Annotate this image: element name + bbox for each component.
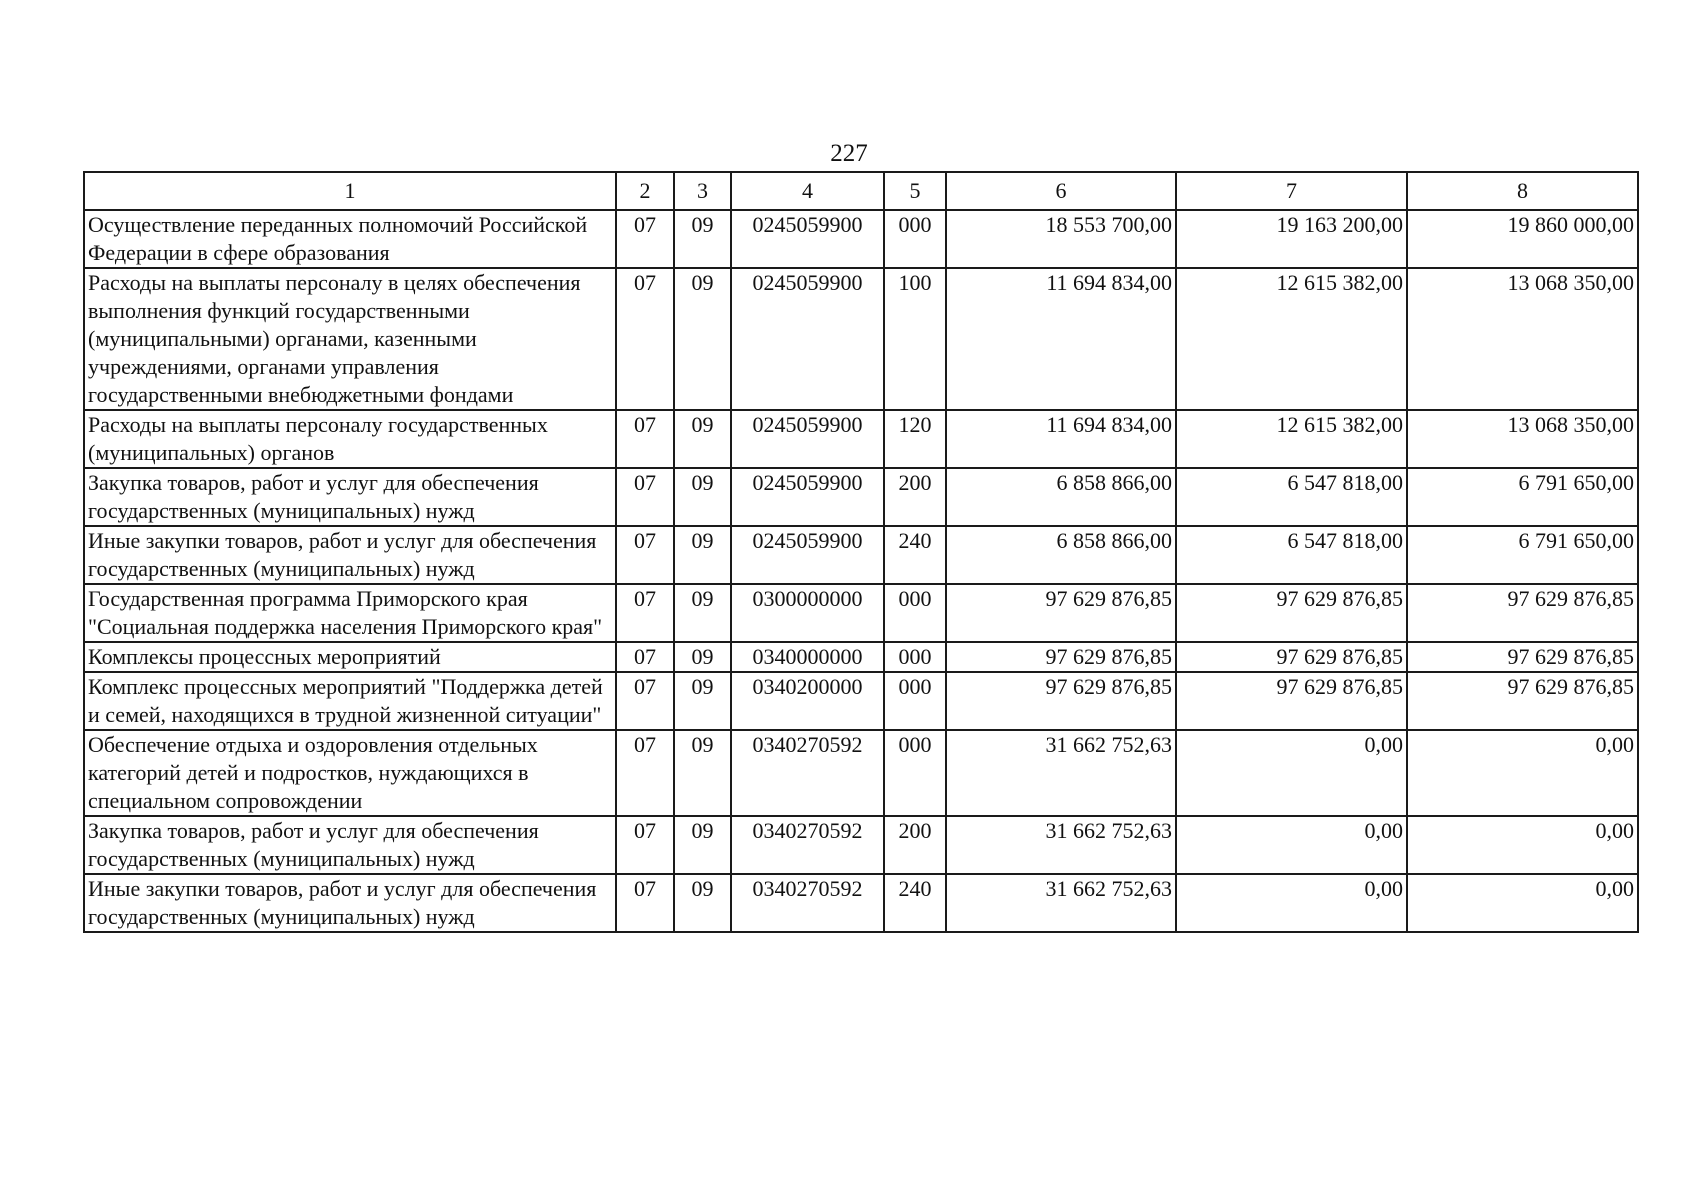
expense-type-code: 000: [884, 730, 946, 816]
expense-name: Расходы на выплаты персоналу в целях обеспечения выполнения функций государственными (муниципальными) органами, казенными учреждениями, органами управления государственными внебюджетными фондами: [84, 268, 616, 410]
column-header: 8: [1407, 172, 1638, 210]
subsection-code: 09: [674, 210, 731, 268]
expense-name: Расходы на выплаты персоналу государственных (муниципальных) органов: [84, 410, 616, 468]
table-row: [84, 642, 1638, 672]
expense-name: Обеспечение отдыха и оздоровления отдельных категорий детей и подростков, нуждающихся в специальном сопровождении: [84, 730, 616, 816]
expense-type-code: 000: [884, 672, 946, 730]
table-row: [84, 526, 1638, 584]
amount-col6: 97 629 876,85: [946, 642, 1176, 672]
subsection-code: 09: [674, 526, 731, 584]
table-row: [84, 816, 1638, 874]
subsection-code: 09: [674, 730, 731, 816]
section-code: 07: [616, 526, 674, 584]
expense-name: Осуществление переданных полномочий Российской Федерации в сфере образования: [84, 210, 616, 268]
table-row: [84, 730, 1638, 816]
target-article-code: 0245059900: [731, 526, 884, 584]
amount-col7: 97 629 876,85: [1176, 642, 1407, 672]
amount-col6: 97 629 876,85: [946, 584, 1176, 642]
expense-name: Комплекс процессных мероприятий "Поддержка детей и семей, находящихся в трудной жизненной ситуации": [84, 672, 616, 730]
column-header: 7: [1176, 172, 1407, 210]
section-code: 07: [616, 874, 674, 932]
target-article-code: 0340270592: [731, 816, 884, 874]
amount-col8: 97 629 876,85: [1407, 642, 1638, 672]
column-header: 6: [946, 172, 1176, 210]
expense-name: Комплексы процессных мероприятий: [84, 642, 616, 672]
amount-col8: 97 629 876,85: [1407, 672, 1638, 730]
expense-type-code: 000: [884, 210, 946, 268]
column-number-row: [84, 172, 1638, 210]
column-header: 1: [84, 172, 616, 210]
section-code: 07: [616, 268, 674, 410]
amount-col8: 6 791 650,00: [1407, 526, 1638, 584]
expense-name: Государственная программа Приморского края "Социальная поддержка населения Приморского края": [84, 584, 616, 642]
amount-col6: 97 629 876,85: [946, 672, 1176, 730]
amount-col8: 13 068 350,00: [1407, 268, 1638, 410]
amount-col7: 12 615 382,00: [1176, 410, 1407, 468]
expense-type-code: 200: [884, 816, 946, 874]
amount-col6: 31 662 752,63: [946, 730, 1176, 816]
expense-name: Иные закупки товаров, работ и услуг для обеспечения государственных (муниципальных) нужд: [84, 874, 616, 932]
table-row: [84, 672, 1638, 730]
amount-col7: 0,00: [1176, 874, 1407, 932]
expense-type-code: 200: [884, 468, 946, 526]
target-article-code: 0245059900: [731, 268, 884, 410]
section-code: 07: [616, 210, 674, 268]
table-row: [84, 874, 1638, 932]
table-row: [84, 584, 1638, 642]
section-code: 07: [616, 816, 674, 874]
amount-col7: 0,00: [1176, 816, 1407, 874]
amount-col7: 97 629 876,85: [1176, 672, 1407, 730]
column-header: 2: [616, 172, 674, 210]
subsection-code: 09: [674, 468, 731, 526]
amount-col6: 6 858 866,00: [946, 468, 1176, 526]
table-row: [84, 210, 1638, 268]
target-article-code: 0340000000: [731, 642, 884, 672]
section-code: 07: [616, 672, 674, 730]
table-row: [84, 468, 1638, 526]
amount-col7: 12 615 382,00: [1176, 268, 1407, 410]
target-article-code: 0340270592: [731, 730, 884, 816]
target-article-code: 0300000000: [731, 584, 884, 642]
amount-col7: 0,00: [1176, 730, 1407, 816]
amount-col8: 19 860 000,00: [1407, 210, 1638, 268]
expense-type-code: 240: [884, 526, 946, 584]
amount-col6: 31 662 752,63: [946, 816, 1176, 874]
section-code: 07: [616, 642, 674, 672]
amount-col6: 11 694 834,00: [946, 410, 1176, 468]
target-article-code: 0245059900: [731, 468, 884, 526]
amount-col8: 6 791 650,00: [1407, 468, 1638, 526]
amount-col8: 13 068 350,00: [1407, 410, 1638, 468]
page-number: 227: [830, 140, 868, 167]
subsection-code: 09: [674, 816, 731, 874]
subsection-code: 09: [674, 410, 731, 468]
expense-name: Закупка товаров, работ и услуг для обеспечения государственных (муниципальных) нужд: [84, 468, 616, 526]
amount-col7: 6 547 818,00: [1176, 526, 1407, 584]
amount-col7: 97 629 876,85: [1176, 584, 1407, 642]
column-header: 5: [884, 172, 946, 210]
amount-col8: 0,00: [1407, 730, 1638, 816]
amount-col6: 31 662 752,63: [946, 874, 1176, 932]
subsection-code: 09: [674, 642, 731, 672]
expense-type-code: 120: [884, 410, 946, 468]
expense-type-code: 240: [884, 874, 946, 932]
table-row: [84, 410, 1638, 468]
section-code: 07: [616, 730, 674, 816]
amount-col6: 6 858 866,00: [946, 526, 1176, 584]
target-article-code: 0340200000: [731, 672, 884, 730]
subsection-code: 09: [674, 874, 731, 932]
subsection-code: 09: [674, 672, 731, 730]
amount-col8: 0,00: [1407, 816, 1638, 874]
amount-col8: 0,00: [1407, 874, 1638, 932]
target-article-code: 0245059900: [731, 210, 884, 268]
expense-type-code: 000: [884, 584, 946, 642]
subsection-code: 09: [674, 268, 731, 410]
amount-col6: 18 553 700,00: [946, 210, 1176, 268]
section-code: 07: [616, 410, 674, 468]
section-code: 07: [616, 468, 674, 526]
amount-col7: 19 163 200,00: [1176, 210, 1407, 268]
expense-name: Иные закупки товаров, работ и услуг для обеспечения государственных (муниципальных) нужд: [84, 526, 616, 584]
amount-col7: 6 547 818,00: [1176, 468, 1407, 526]
budget-table: [83, 171, 1639, 933]
expense-type-code: 000: [884, 642, 946, 672]
target-article-code: 0340270592: [731, 874, 884, 932]
subsection-code: 09: [674, 584, 731, 642]
section-code: 07: [616, 584, 674, 642]
table-row: [84, 268, 1638, 410]
expense-type-code: 100: [884, 268, 946, 410]
amount-col6: 11 694 834,00: [946, 268, 1176, 410]
expense-name: Закупка товаров, работ и услуг для обеспечения государственных (муниципальных) нужд: [84, 816, 616, 874]
amount-col8: 97 629 876,85: [1407, 584, 1638, 642]
target-article-code: 0245059900: [731, 410, 884, 468]
column-header: 3: [674, 172, 731, 210]
column-header: 4: [731, 172, 884, 210]
